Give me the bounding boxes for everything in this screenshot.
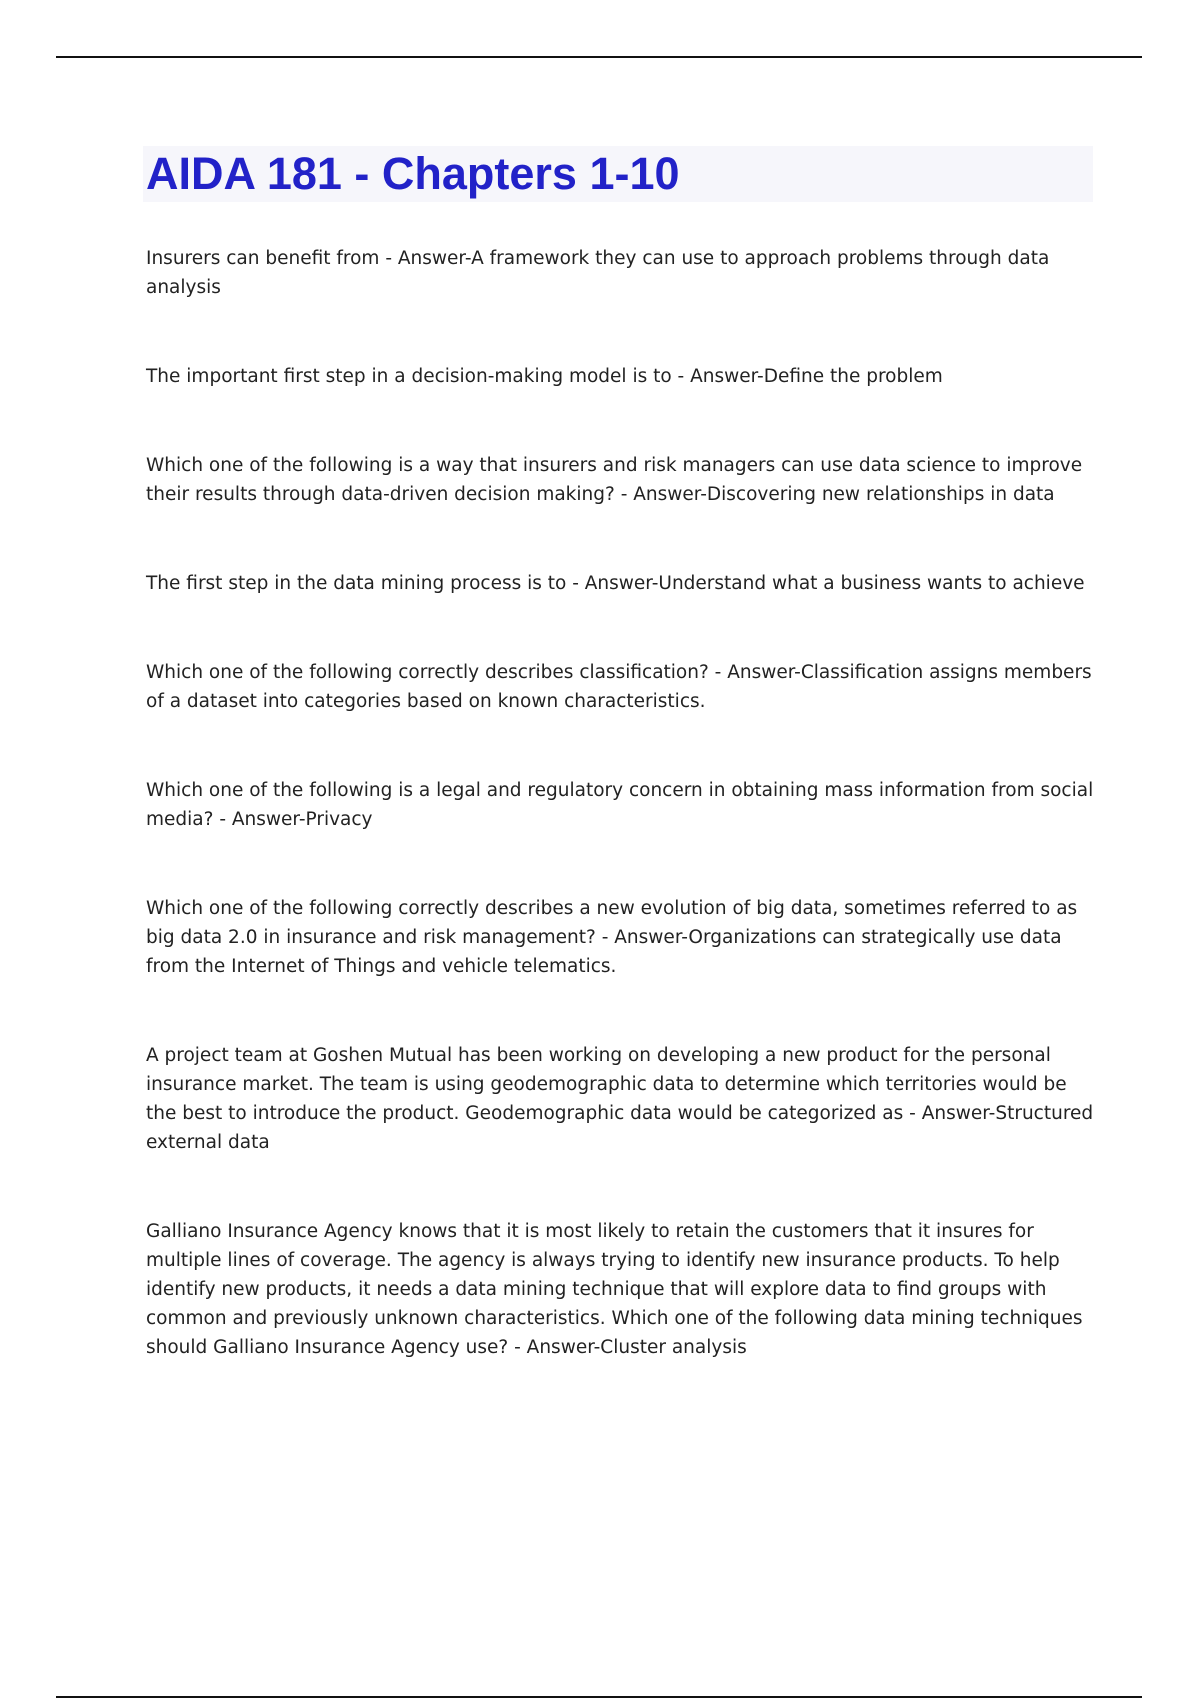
footer-rule (56, 1696, 1142, 1698)
qa-item: Which one of the following is a way that insurers and risk managers can use data science to improve their results through data-driven decision making? - Answer-Discovering new relationships in data (146, 455, 1083, 505)
qa-list (146, 244, 1096, 1422)
qa-item: Galliano Insurance Agency knows that it is most likely to retain the customers that it insures for multiple lines of coverage. The agency is always trying to identify new insurance products. To help identify new products, it needs a data mining technique that will explore data to find groups with common and previously unknown characteristics. Which one of the following data mining techniques should Galliano Insurance Agency use? - Answer-Cluster analysis (146, 1221, 1083, 1358)
qa-item: Which one of the following is a legal and regulatory concern in obtaining mass information from social media? - Answer-Privacy (146, 780, 1094, 830)
qa-item: A project team at Goshen Mutual has been working on developing a new product for the personal insurance market. The team is using geodemographic data to determine which territories would be the best to introduce the product. Geodemographic data would be categorized as - Answer-Structured external data (146, 1045, 1094, 1153)
header-rule (56, 56, 1142, 58)
qa-item: Insurers can benefit from - Answer-A framework they can use to approach problems through data analysis (146, 248, 1050, 298)
qa-item: Which one of the following correctly describes a new evolution of big data, sometimes referred to as big data 2.0 in insurance and risk management? - Answer-Organizations can strategically use data from the Internet of Things and vehicle telematics. (146, 898, 1078, 977)
qa-item: The important first step in a decision-making model is to - Answer-Define the problem (146, 366, 943, 387)
qa-item: The first step in the data mining process is to - Answer-Understand what a business wants to achieve (146, 573, 1085, 594)
qa-item: Which one of the following correctly describes classification? - Answer-Classification assigns members of a dataset into categories based on known characteristics. (146, 662, 1092, 712)
document-title: AIDA 181 - Chapters 1-10 (146, 148, 680, 199)
